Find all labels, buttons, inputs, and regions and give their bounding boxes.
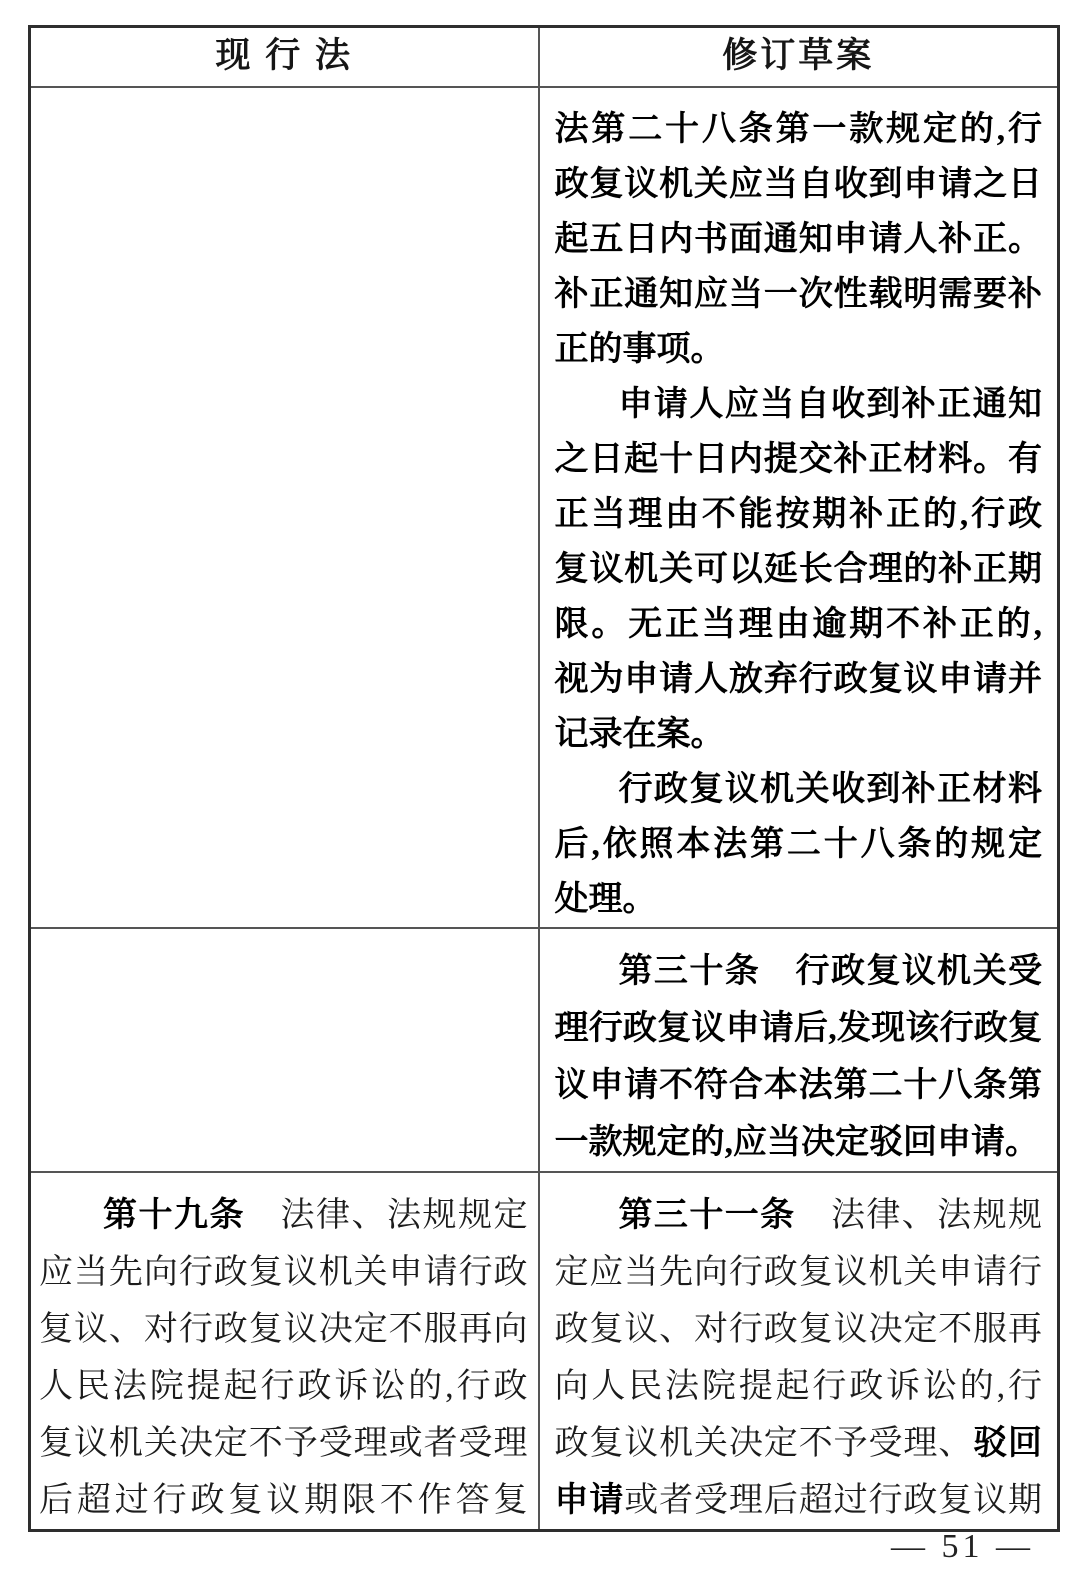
text-line (555, 542, 1043, 597)
text-line (555, 1301, 1043, 1358)
text-line (555, 943, 1043, 1000)
emphasized-text: 第三十条 (618, 951, 761, 991)
text-line (555, 212, 1043, 267)
column-header-current-law: 现 行 法 (30, 27, 539, 88)
text-segment: 向人民法院提起行政诉讼的,行 (554, 1368, 1042, 1405)
text-segment: 之日起十日内提交补正材料。有 (554, 441, 1042, 478)
text-segment: 或者受理后超过行政复议期 (624, 1482, 1043, 1519)
text-segment: 视为申请人放弃行政复议申请并 (554, 661, 1042, 698)
text-line (555, 597, 1043, 652)
text-segment: 记录在案。 (554, 716, 725, 753)
text-line (39, 1301, 528, 1358)
current-law-cell (30, 87, 539, 928)
text-segment: 人民法院提起行政诉讼的,行政 (39, 1368, 528, 1405)
cell-content (31, 88, 538, 102)
text-line (39, 1415, 528, 1472)
cell-content (31, 929, 538, 943)
text-segment: 正的事项。 (554, 331, 725, 368)
text-segment: 行政复议机关收到补正材料 (618, 771, 1042, 808)
table-row (30, 87, 1059, 928)
revision-draft-cell (539, 87, 1059, 928)
text-line (555, 1000, 1043, 1057)
text-segment: 法第二十八条第一款规定的,行 (554, 111, 1042, 148)
table-header-row (30, 27, 1059, 88)
text-segment: 复议机关可以延长合理的补正期 (554, 551, 1042, 588)
revision-draft-cell (539, 1172, 1059, 1531)
text-segment: 补正通知应当一次性载明需要补 (554, 276, 1042, 313)
text-line (555, 322, 1043, 377)
text-segment: 申请人应当自收到补正通知 (618, 386, 1042, 423)
text-segment: 法律、法规规定 (245, 1197, 528, 1234)
text-line (555, 817, 1043, 872)
emphasized-text: 申请 (554, 1480, 625, 1520)
text-line (555, 432, 1043, 487)
text-line (555, 1187, 1043, 1244)
table-row (30, 1172, 1059, 1531)
text-line (555, 267, 1043, 322)
text-segment: 政复议、对行政复议决定不服再 (554, 1311, 1042, 1348)
law-comparison-table (28, 25, 1060, 1532)
text-segment: 法律、法规规 (795, 1197, 1043, 1234)
text-line (555, 652, 1043, 707)
table-body (30, 87, 1059, 1531)
text-line (555, 1472, 1043, 1529)
text-segment: 政复议机关应当自收到申请之日 (554, 166, 1042, 203)
text-line (555, 487, 1043, 542)
text-line (555, 377, 1043, 432)
text-line (39, 1358, 528, 1415)
cell-content (540, 929, 1058, 1171)
text-line (39, 1187, 528, 1244)
text-line (555, 102, 1043, 157)
text-segment: 一款规定的,应当决定驳回申请。 (554, 1124, 1039, 1161)
text-line (555, 1244, 1043, 1301)
page-footer (891, 1528, 1034, 1566)
text-line (555, 1358, 1043, 1415)
text-segment: 理行政复议申请后,发现该行政复 (554, 1010, 1042, 1047)
text-segment: 复议机关决定不予受理或者受理 (39, 1425, 528, 1462)
text-line (39, 1472, 528, 1529)
text-segment: 议申请不符合本法第二十八条第 (554, 1067, 1042, 1104)
emphasized-text: 第十九条 (103, 1195, 245, 1235)
text-segment: 定应当先向行政复议机关申请行 (554, 1254, 1042, 1291)
text-segment: 后超过行政复议期限不作答复 (39, 1482, 528, 1519)
cell-content (540, 88, 1058, 927)
text-line (555, 762, 1043, 817)
cell-content (31, 1173, 538, 1529)
text-line (555, 1415, 1043, 1472)
revision-draft-cell (539, 928, 1059, 1172)
cell-content (540, 1173, 1058, 1529)
text-segment: 限。无正当理由逾期不补正的, (554, 606, 1042, 643)
emphasized-text: 第三十一条 (618, 1195, 796, 1235)
text-segment: 正当理由不能按期补正的,行政 (554, 496, 1042, 533)
page-number: — 51 — (891, 1528, 1034, 1565)
text-line (555, 157, 1043, 212)
text-segment: 复议、对行政复议决定不服再向 (39, 1311, 528, 1348)
text-segment: 起五日内书面通知申请人补正。 (554, 221, 1042, 258)
text-line (555, 707, 1043, 762)
text-segment: 行政复议机关受 (760, 953, 1043, 990)
table-row (30, 928, 1059, 1172)
column-header-revision-draft: 修订草案 (539, 27, 1059, 88)
text-line (39, 1244, 528, 1301)
text-segment: 处理。 (554, 881, 657, 918)
text-segment: 后,依照本法第二十八条的规定 (554, 826, 1042, 863)
text-line (555, 872, 1043, 927)
text-segment: 政复议机关决定不予受理、 (554, 1425, 974, 1462)
text-line (555, 1057, 1043, 1114)
emphasized-text: 驳回 (973, 1423, 1043, 1463)
text-line (555, 1114, 1043, 1171)
current-law-cell (30, 1172, 539, 1531)
text-segment: 应当先向行政复议机关申请行政 (39, 1254, 528, 1291)
current-law-cell (30, 928, 539, 1172)
